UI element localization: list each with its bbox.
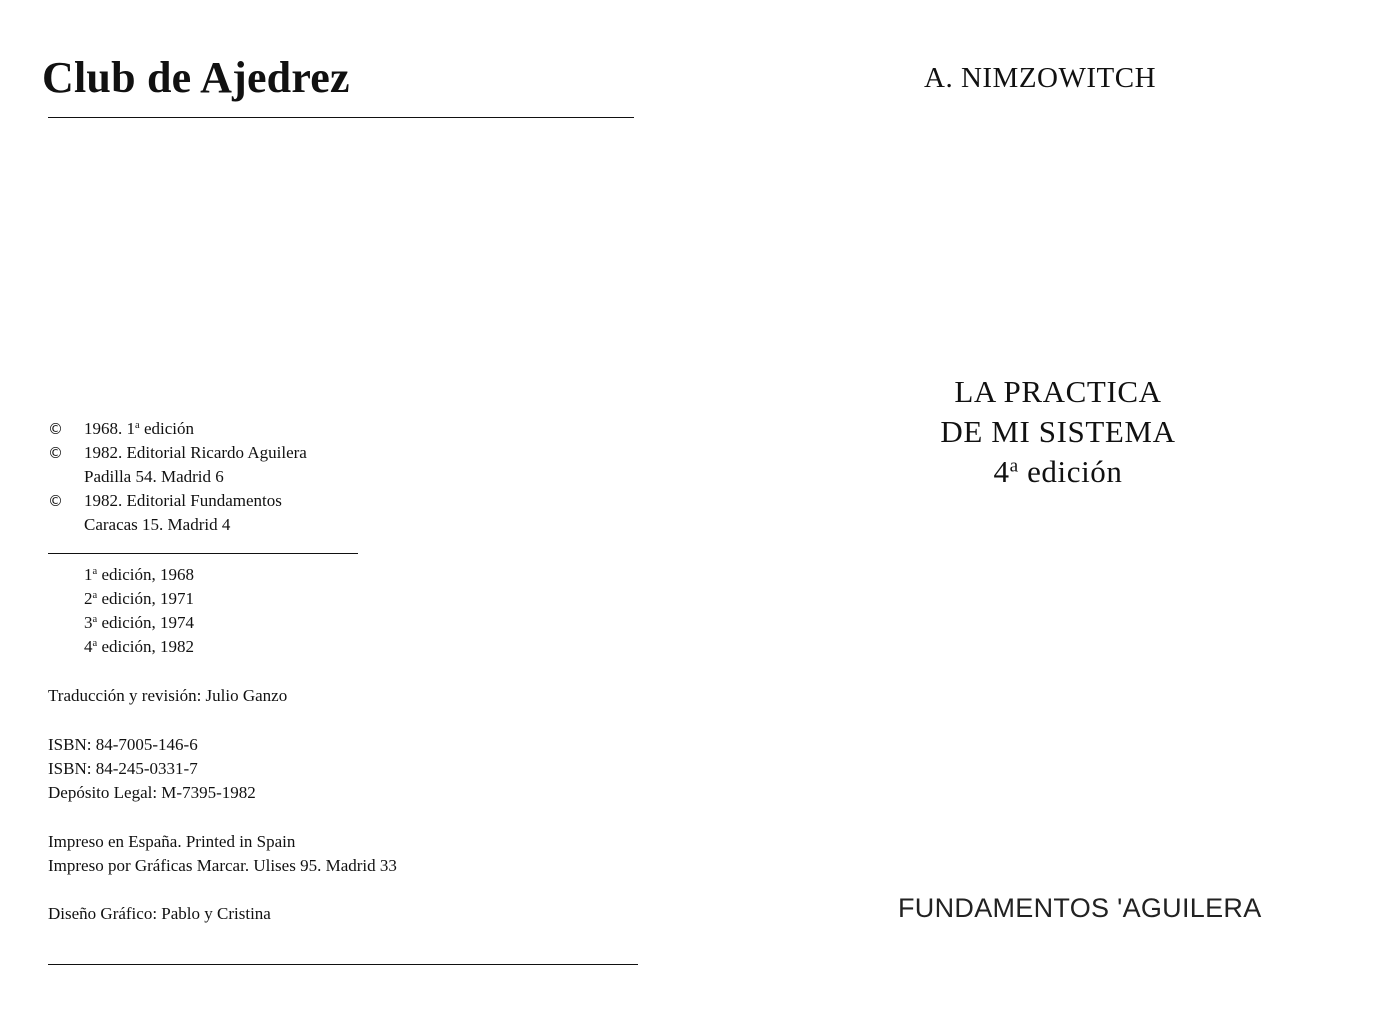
translation-credit: Traducción y revisión: Julio Ganzo xyxy=(48,686,288,705)
book-title xyxy=(908,372,1208,492)
edition-item: 3$^a$ edición, 1974 xyxy=(84,613,194,632)
copyright-address: Padilla 54. Madrid 6 xyxy=(84,467,224,486)
copyright-edition-word: edición xyxy=(143,419,194,438)
copyright-address: Caracas 15. Madrid 4 xyxy=(84,515,231,534)
legal-deposit: Depósito Legal: M-7395-1982 xyxy=(48,783,256,802)
series-title-rule xyxy=(48,117,634,118)
edition-item: 1$^a$ edición, 1968 xyxy=(84,565,194,584)
copyright-icon: © xyxy=(48,420,63,438)
title-line-1: LA PRACTICA xyxy=(954,374,1162,409)
edition-line: 4$^a$ edición xyxy=(993,454,1123,489)
copyright-icon: © xyxy=(48,444,63,462)
copyright-ordinal: 1 xyxy=(126,419,135,438)
copyright-row-2 xyxy=(48,443,307,463)
copyright-year: 1968. xyxy=(84,419,123,438)
isbn-line: ISBN: 84-7005-146-6 xyxy=(48,735,198,754)
copyright-publisher: 1982. Editorial Ricardo Aguilera xyxy=(84,443,307,462)
bottom-rule xyxy=(48,964,638,965)
design-credit: Diseño Gráfico: Pablo y Cristina xyxy=(48,904,271,923)
copyright-publisher: 1982. Editorial Fundamentos xyxy=(84,491,282,510)
edition-list xyxy=(84,563,194,659)
printed-in: Impreso en España. Printed in Spain xyxy=(48,832,296,851)
copyright-icon: © xyxy=(48,492,63,510)
series-title: Club de Ajedrez xyxy=(42,53,350,102)
copyright-ordinal-sup: a xyxy=(135,420,140,432)
printer: Impreso por Gráficas Marcar. Ulises 95. Madrid 33 xyxy=(48,856,397,875)
copyright-row-1 xyxy=(48,419,194,439)
copyright-row-3 xyxy=(48,491,282,511)
copyright-rule xyxy=(48,553,358,554)
publisher-logo: FUNDAMENTOS 'AGUILERA xyxy=(898,893,1262,923)
edition-item: 4$^a$ edición, 1982 xyxy=(84,637,194,656)
isbn-block xyxy=(48,733,256,805)
edition-item: 2$^a$ edición, 1971 xyxy=(84,589,194,608)
isbn-line: ISBN: 84-245-0331-7 xyxy=(48,759,198,778)
title-line-2: DE MI SISTEMA xyxy=(940,414,1176,449)
author-name: A. NIMZOWITCH xyxy=(924,62,1157,94)
printing-block xyxy=(48,830,397,878)
